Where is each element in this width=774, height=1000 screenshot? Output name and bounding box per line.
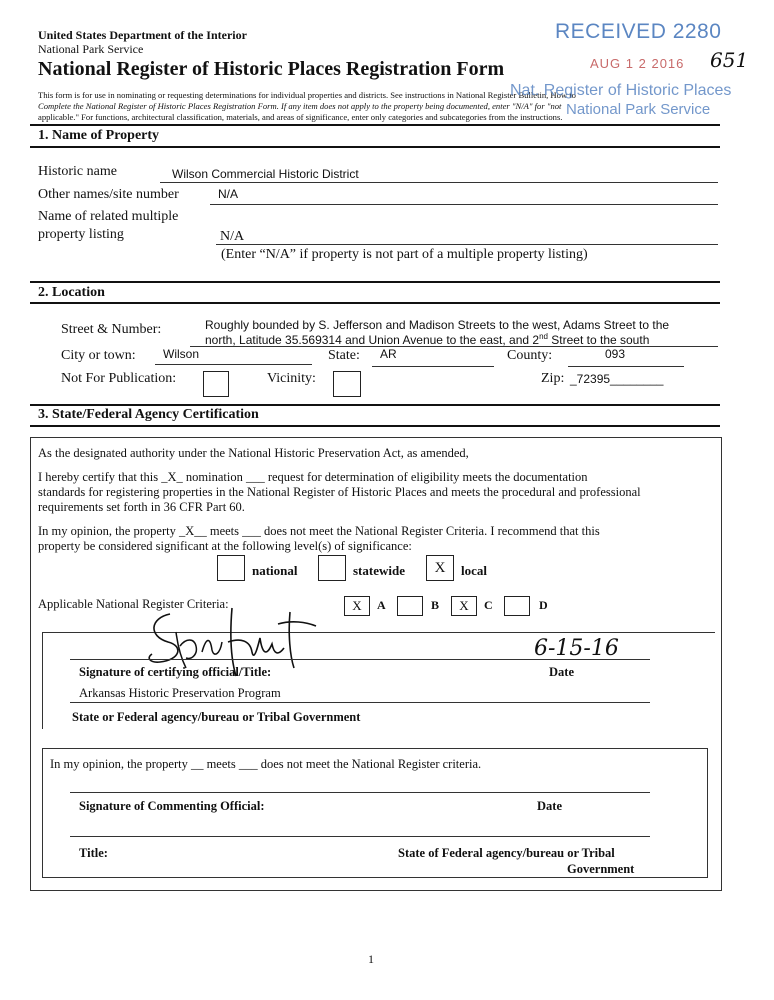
agency-line bbox=[70, 702, 650, 703]
comment-signature-label: Signature of Commenting Official: bbox=[79, 799, 265, 813]
section1-heading: 1. Name of Property bbox=[38, 128, 160, 143]
state-value[interactable]: AR bbox=[380, 347, 397, 361]
certify-text: nomination ___ request for determination of eligibility meets the documentation bbox=[182, 470, 588, 484]
comment-agency-label: Government bbox=[567, 862, 635, 876]
agency-value[interactable]: Arkansas Historic Preservation Program bbox=[79, 686, 281, 700]
nat-register-stamp: Nat. Register of Historic Places bbox=[510, 82, 732, 99]
handwritten-number: 651 bbox=[710, 48, 749, 72]
level-local-checkbox[interactable]: X bbox=[426, 555, 454, 581]
certify-paragraph bbox=[38, 470, 641, 515]
section-divider bbox=[30, 281, 720, 283]
department-name: United States Department of the Interior bbox=[38, 28, 247, 42]
signature-line bbox=[70, 792, 650, 793]
certify-line bbox=[38, 470, 641, 485]
title-label: Title: bbox=[79, 846, 108, 860]
field-underline bbox=[372, 366, 494, 367]
city-value[interactable]: Wilson bbox=[163, 347, 200, 361]
level-local-label: local bbox=[461, 563, 487, 578]
field-underline bbox=[210, 204, 718, 205]
not-for-publication-checkbox[interactable] bbox=[203, 371, 229, 397]
opinion-paragraph bbox=[38, 524, 600, 554]
historic-name-value[interactable]: Wilson Commercial Historic District bbox=[172, 167, 359, 181]
service-name: National Park Service bbox=[38, 42, 144, 56]
comment-date-label: Date bbox=[537, 799, 562, 813]
not-for-publication-label: Not For Publication: bbox=[61, 371, 177, 386]
instructions-line: applicable." For functions, architectural classification, materials, and areas of significance, enter only categories and subcategories from the instructions. bbox=[38, 112, 563, 122]
signature-label: Signature of certifying official/Title: bbox=[79, 665, 272, 679]
meets-mark[interactable]: _X__ bbox=[178, 524, 207, 538]
other-names-value[interactable]: N/A bbox=[218, 187, 239, 201]
criteria-c-checkbox[interactable]: X bbox=[451, 596, 477, 616]
signed-date: 6-15-16 bbox=[534, 636, 619, 661]
related-listing-value[interactable]: N/A bbox=[220, 229, 245, 244]
level-national-checkbox[interactable] bbox=[217, 555, 245, 581]
zip-value[interactable]: _72395________ bbox=[570, 372, 664, 386]
street-value-part: north, Latitude 35.569314 and Union Avenue to the east, and 2 bbox=[205, 333, 540, 347]
level-statewide-label: statewide bbox=[353, 563, 405, 578]
authority-text: As the designated authority under the National Historic Preservation Act, as amended, bbox=[38, 446, 469, 460]
street-value-line2[interactable] bbox=[205, 332, 649, 347]
related-listing-label: Name of related multiple bbox=[38, 209, 179, 224]
received-date-stamp: AUG 1 2 2016 bbox=[590, 56, 685, 71]
section-divider bbox=[30, 146, 720, 148]
section-divider bbox=[30, 425, 720, 427]
state-label: State: bbox=[328, 348, 360, 363]
received-stamp: RECEIVED 2280 bbox=[555, 20, 722, 43]
zip-label: Zip: bbox=[541, 371, 565, 386]
field-underline bbox=[216, 244, 718, 245]
criteria-a-checkbox[interactable]: X bbox=[344, 596, 370, 616]
vicinity-label: Vicinity: bbox=[267, 371, 316, 386]
section-divider bbox=[30, 302, 720, 304]
certify-line: standards for registering properties in the National Register of Historic Places and meets the procedural and professional bbox=[38, 485, 641, 499]
field-underline bbox=[190, 346, 718, 347]
criteria-a-label: A bbox=[377, 598, 386, 612]
comment-opinion-text: In my opinion, the property __ meets ___ does not meet the National Register criteria. bbox=[50, 757, 482, 771]
county-value[interactable]: 093 bbox=[605, 347, 626, 361]
comment-agency-label: State of Federal agency/bureau or Tribal bbox=[398, 846, 615, 860]
field-underline bbox=[160, 182, 718, 183]
opinion-text: meets ___ does not meet the National Register Criteria. I recommend that this bbox=[206, 524, 600, 538]
ordinal-suffix: nd bbox=[539, 332, 548, 341]
county-label: County: bbox=[507, 348, 553, 363]
other-names-label: Other names/site number bbox=[38, 187, 179, 202]
criteria-d-checkbox[interactable] bbox=[504, 596, 530, 616]
city-label: City or town: bbox=[61, 348, 136, 363]
signature-line bbox=[70, 659, 650, 660]
certify-line: requirements set forth in 36 CFR Part 60. bbox=[38, 500, 245, 514]
criteria-c-label: C bbox=[484, 598, 493, 612]
related-listing-note: (Enter “N/A” if property is not part of a multiple property listing) bbox=[221, 247, 588, 262]
instructions bbox=[38, 90, 576, 123]
historic-name-label: Historic name bbox=[38, 164, 117, 179]
criteria-b-label: B bbox=[431, 598, 440, 612]
form-title: National Register of Historic Places Registration Form bbox=[38, 58, 505, 80]
level-national-label: national bbox=[252, 563, 298, 578]
level-statewide-checkbox[interactable] bbox=[318, 555, 346, 581]
vicinity-checkbox[interactable] bbox=[333, 371, 361, 397]
instructions-line: Complete the National Register of Historic Places Registration Form. If any item does not apply to the property being documented, enter "N/A" for "not bbox=[38, 101, 562, 111]
street-value-part: Street to the south bbox=[547, 333, 650, 347]
field-underline bbox=[155, 364, 312, 365]
park-service-stamp: National Park Service bbox=[566, 101, 711, 118]
date-label: Date bbox=[549, 665, 574, 679]
opinion-text: In my opinion, the property bbox=[38, 524, 179, 538]
section3-heading: 3. State/Federal Agency Certification bbox=[38, 407, 259, 422]
opinion-line: property be considered significant at the following level(s) of significance: bbox=[38, 539, 412, 553]
street-label: Street & Number: bbox=[61, 322, 162, 337]
section-divider bbox=[30, 124, 720, 126]
criteria-d-label: D bbox=[539, 598, 548, 612]
nomination-mark[interactable]: _X_ bbox=[161, 470, 183, 484]
agency-label: State or Federal agency/bureau or Tribal Government bbox=[72, 710, 361, 724]
field-underline bbox=[568, 366, 684, 367]
street-value-line1[interactable]: Roughly bounded by S. Jefferson and Madison Streets to the west, Adams Street to the bbox=[205, 318, 670, 332]
instructions-line: This form is for use in nominating or requesting determinations for individual properties and districts. See instructions in National Register Bulletin, How to bbox=[38, 90, 576, 100]
criteria-label: Applicable National Register Criteria: bbox=[38, 597, 229, 611]
section-divider bbox=[30, 404, 720, 406]
title-line bbox=[70, 836, 650, 837]
certify-text: I hereby certify that this bbox=[38, 470, 162, 484]
page-number: 1 bbox=[368, 952, 374, 966]
section2-heading: 2. Location bbox=[38, 285, 105, 300]
criteria-b-checkbox[interactable] bbox=[397, 596, 423, 616]
related-listing-label: property listing bbox=[38, 227, 124, 242]
opinion-line bbox=[38, 524, 600, 539]
